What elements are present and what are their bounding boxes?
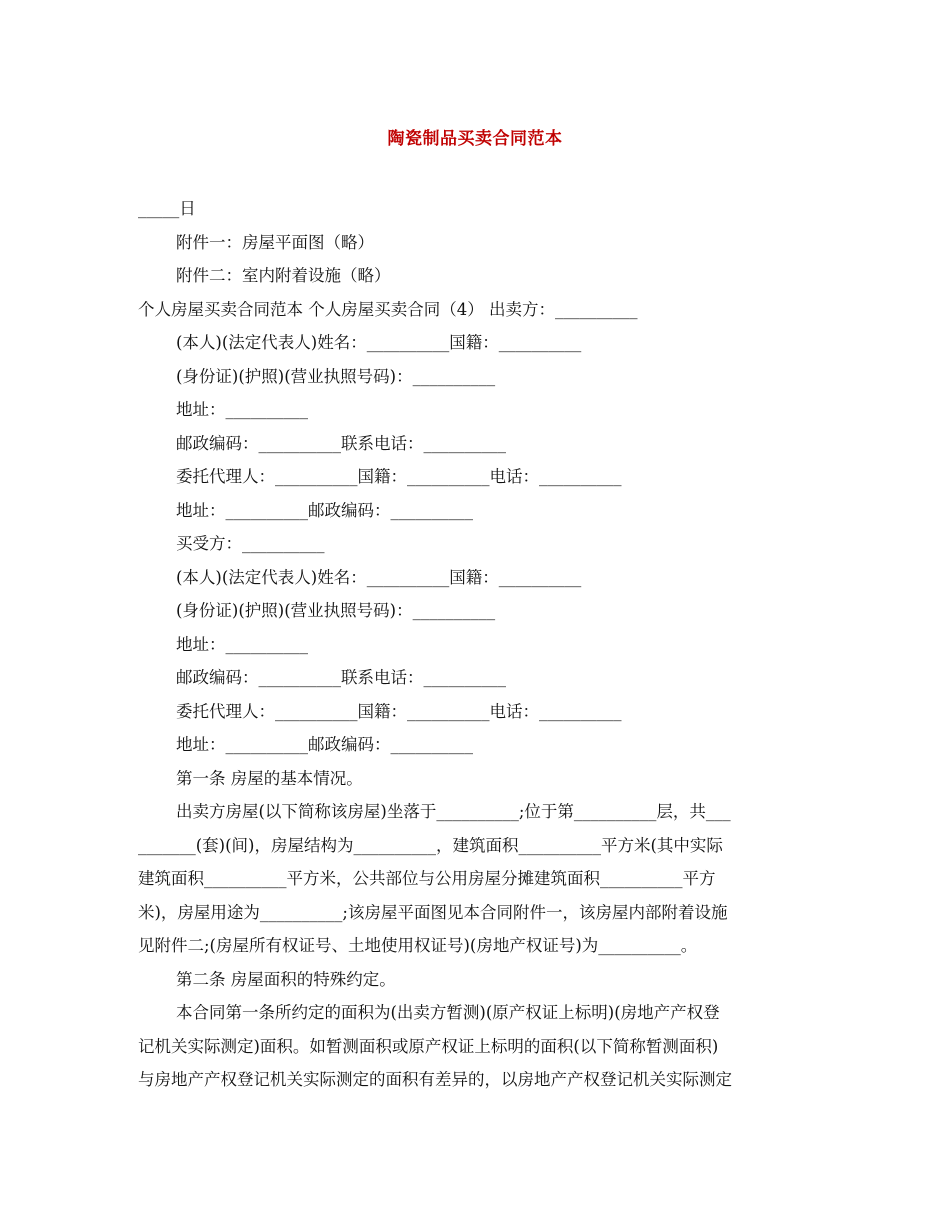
buyer-postcode-line: 邮政编码：__________联系电话：__________: [176, 668, 506, 687]
article-two-para-line: 本合同第一条所约定的面积为(出卖方暂测)(原产权证上标明)(房地产产权登: [176, 1003, 720, 1022]
article-two-para-line: 与房地产产权登记机关实际测定的面积有差异的，以房地产产权登记机关实际测定: [138, 1070, 732, 1089]
seller-id-line: (身份证)(护照)(营业执照号码)：__________: [176, 366, 496, 386]
date-line: _____日: [138, 199, 196, 218]
seller-address-line: 地址：__________: [176, 400, 308, 419]
buyer-address-line: 地址：__________: [176, 634, 308, 654]
buyer-id-line: (身份证)(护照)(营业执照号码)：__________: [176, 601, 496, 620]
article-one-para-line: 见附件二;(房屋所有权证号、土地使用权证号)(房地产权证号)为__________。: [138, 936, 698, 955]
article-two-heading: 第二条 房屋面积的特殊约定。: [176, 969, 396, 989]
article-one-para-line: 建筑面积__________平方米，公共部位与公用房屋分摊建筑面积__________平方: [138, 869, 716, 888]
seller-agent-line: 委托代理人：__________国籍：__________电话：__________: [176, 467, 622, 486]
article-one-heading: 第一条 房屋的基本情况。: [176, 768, 363, 788]
document-title: 陶瓷制品买卖合同范本: [387, 129, 563, 149]
buyer-agent-line: 委托代理人：__________国籍：__________电话：__________: [176, 701, 622, 721]
seller-postcode-line: 邮政编码：__________联系电话：__________: [176, 433, 506, 453]
buyer-line: 买受方：__________: [176, 534, 325, 553]
buyer-agent-address-line: 地址：__________邮政编码：__________: [176, 735, 473, 754]
article-one-para-line: 米)，房屋用途为__________;该房屋平面图见本合同附件一，该房屋内部附着设施: [138, 902, 728, 922]
document-body: [138, 192, 812, 1097]
attachment-one-line: 附件一：房屋平面图（略）: [176, 232, 374, 252]
article-one-para-line: 出卖方房屋(以下简称该房屋)坐落于__________;位于第__________层，共___: [176, 802, 731, 821]
article-two-para-line: 记机关实际测定)面积。如暂测面积或原产权证上标明的面积(以下简称暂测面积): [138, 1036, 719, 1056]
seller-agent-address-line: 地址：__________邮政编码：__________: [176, 500, 473, 520]
attachment-two-line: 附件二：室内附着设施（略）: [176, 266, 391, 285]
article-one-para-line: _______(套)(间)，房屋结构为__________，建筑面积__________平方米(其中实际: [138, 835, 723, 855]
buyer-name-line: (本人)(法定代表人)姓名：__________国籍：__________: [176, 567, 582, 587]
seller-name-line: (本人)(法定代表人)姓名：__________国籍：__________: [176, 333, 582, 352]
contract-heading-line: 个人房屋买卖合同范本 个人房屋买卖合同（4） 出卖方：__________: [138, 299, 638, 319]
